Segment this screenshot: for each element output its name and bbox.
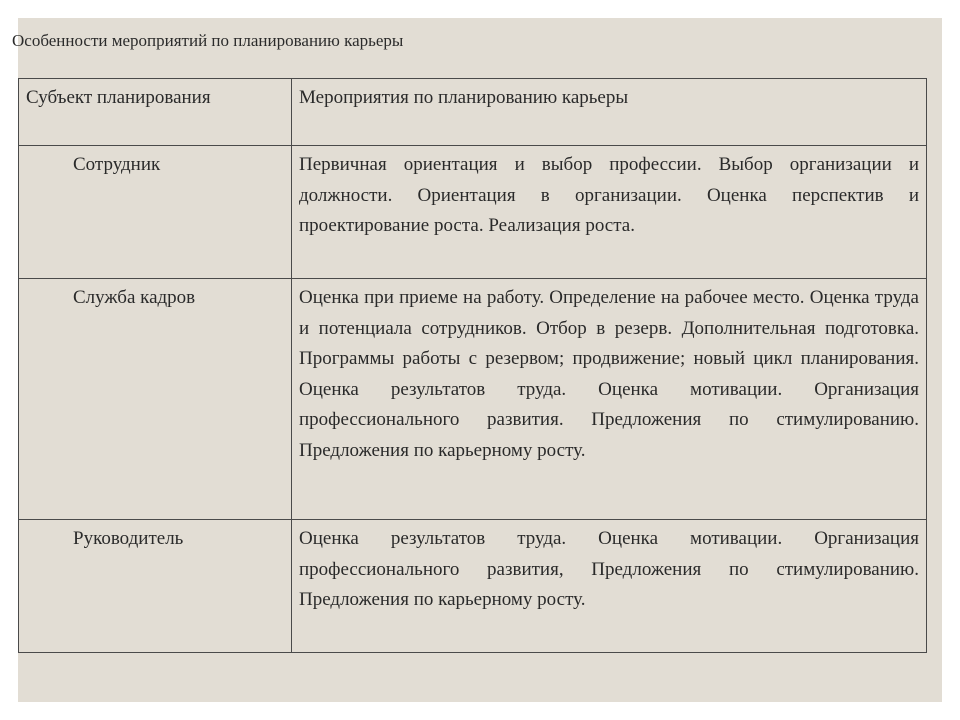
subject-cell: Сотрудник <box>19 146 292 279</box>
table-row <box>19 146 927 279</box>
page-title: Особенности мероприятий по планированию карьеры <box>12 31 404 50</box>
header-measures: Мероприятия по планированию карьеры <box>292 79 927 146</box>
career-planning-table <box>18 78 927 653</box>
header-subject: Субъект планирования <box>19 79 292 146</box>
measures-cell: Первичная ориентация и выбор профессии. Выбор организации и должности. Ориентация в организации. Оценка перспектив и проектирование роста. Реализация роста. <box>292 146 927 279</box>
table-row <box>19 279 927 520</box>
subject-cell: Руководитель <box>19 520 292 653</box>
table-header-row <box>19 79 927 146</box>
measures-cell: Оценка при приеме на работу. Определение на рабочее место. Оценка труда и потенциала сотрудников. Отбор в резерв. Дополнительная подготовка. Программы работы с резервом; продвижение; новый цикл планирования. Оценка результатов труда. Оценка мотивации. Организация профессионального развития. Предложения по стимулированию. Предложения по карьерному росту. <box>292 279 927 520</box>
measures-cell: Оценка результатов труда. Оценка мотивации. Организация профессионального развития, Предложения по стимулированию. Предложения по карьерному росту. <box>292 520 927 653</box>
table-row <box>19 520 927 653</box>
subject-cell: Служба кадров <box>19 279 292 520</box>
